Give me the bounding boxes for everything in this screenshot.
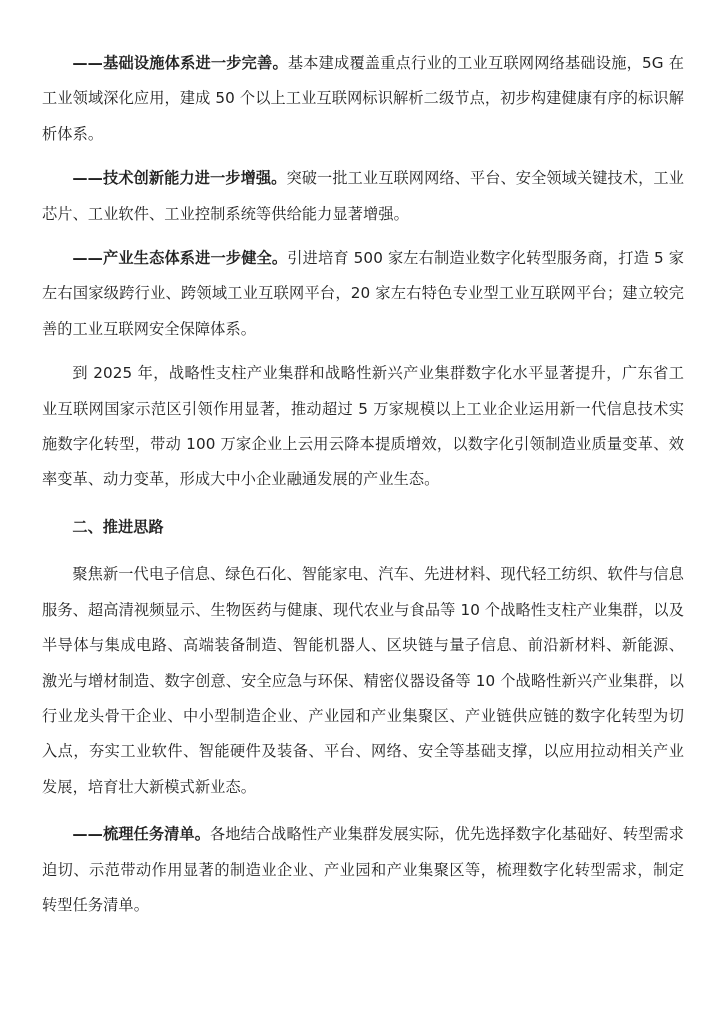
paragraph-task-list [42,817,684,923]
paragraph-innovation [42,161,684,232]
document-page [42,46,684,1024]
section-heading: 二、推进思路 [72,517,164,536]
paragraph-text: 到 2025 年，战略性支柱产业集群和战略性新兴产业集群数字化水平显著提升，广东省工业互联网国家示范区引领作用显著，推动超过 5 万家规模以上工业企业运用新一代信息技术实施数字化转型，带动 100 万家企业上云用云降本提质增效，以数字化引领制造业质量变革、效率变革、动力变革，形成大中小企业融通发展的产业生态。 [42,364,684,489]
paragraph-infrastructure [42,46,684,152]
paragraph-text: 各地结合战略性产业集群发展实际，优先选择数字化基础好、转型需求迫切、示范带动作用显著的制造业企业、产业园和产业集聚区等，梳理数字化转型需求，制定转型任务清单。 [42,825,684,914]
paragraph-lead: ——产业生态体系进一步健全。 [72,249,288,268]
paragraph-ecosystem [42,241,684,347]
paragraph-text: 突破一批工业互联网网络、平台、安全领域关键技术，工业芯片、工业软件、工业控制系统等供给能力显著增强。 [42,169,684,223]
paragraph-2025-goals [42,356,684,498]
paragraph-lead: ——技术创新能力进一步增强。 [72,169,287,188]
paragraph-text: 基本建成覆盖重点行业的工业互联网网络基础设施，5G 在工业领域深化应用，建成 50 个以上工业互联网标识解析二级节点，初步构建健康有序的标识解析体系。 [42,54,684,143]
paragraph-approach [42,557,684,805]
paragraph-lead: ——梳理任务清单。 [72,825,210,844]
paragraph-text: 引进培育 500 家左右制造业数字化转型服务商，打造 5 家左右国家级跨行业、跨领域工业互联网平台，20 家左右特色专业型工业互联网平台；建立较完善的工业互联网安全保障体系。 [42,249,684,338]
paragraph-lead: ——基础设施体系进一步完善。 [72,54,288,72]
paragraph-text: 聚焦新一代电子信息、绿色石化、智能家电、汽车、先进材料、现代轻工纺织、软件与信息服务、超高清视频显示、生物医药与健康、现代农业与食品等 10 个战略性支柱产业集群，以及半导体与集成电路、高端装备制造、智能机器人、区块链与量子信息、前沿新材料、新能源、激光与增材制造、数字创意、安全应急与环保、精密仪器设备等 10 个战略性新兴产业集群，以行业龙头骨干企业、中小型制造企业、产业园和产业集聚区、产业链供应链的数字化转型为切入点，夯实工业软件、智能硬件及装备、平台、网络、安全等基础支撑，以应用拉动相关产业发展，培育壮大新模式新业态。 [42,565,684,796]
